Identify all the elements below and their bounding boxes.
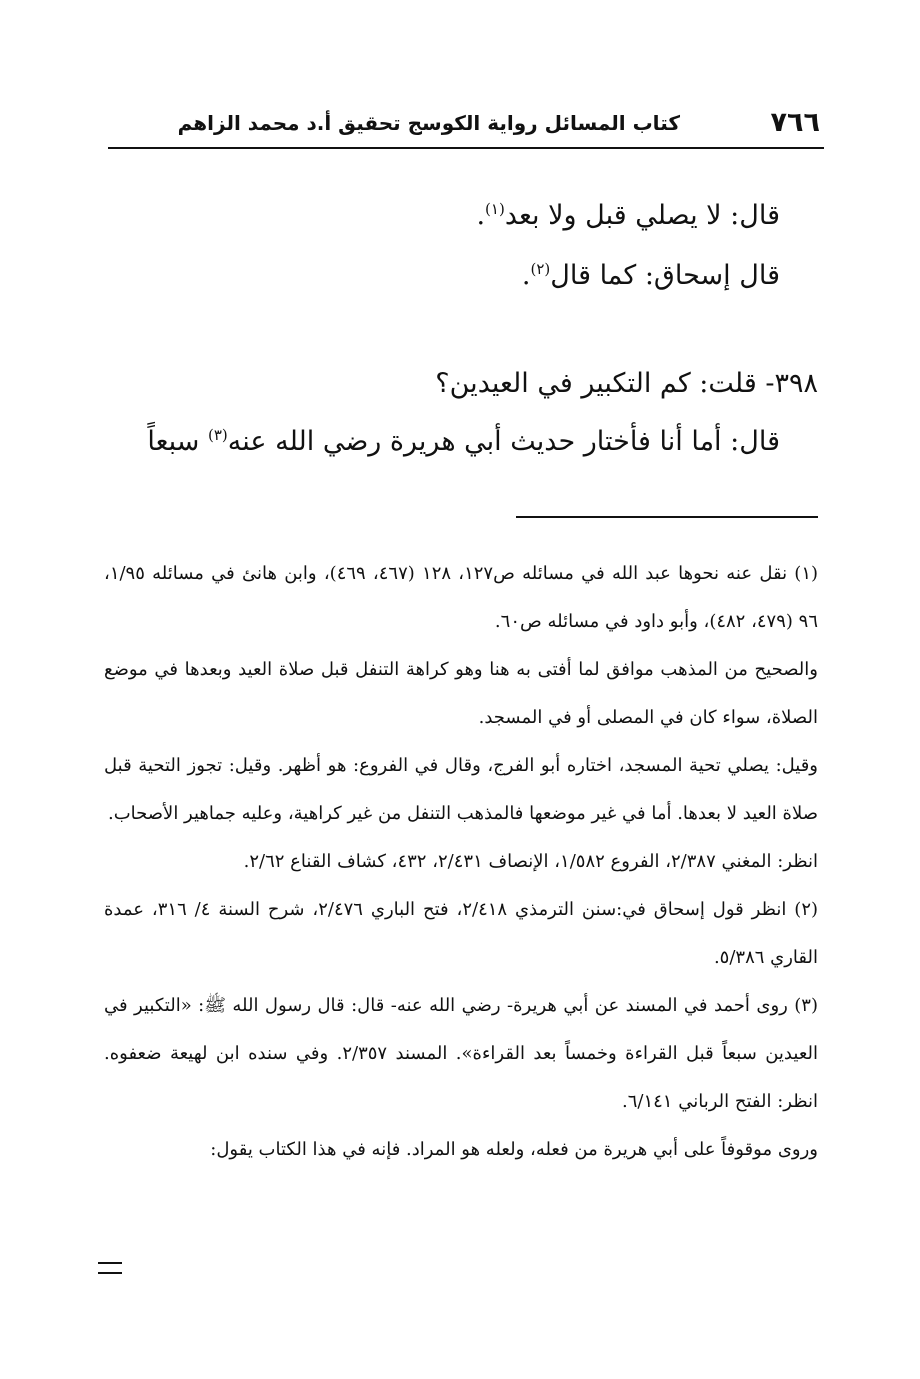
footnote-text: (٢) انظر قول إسحاق في:سنن الترمذي ٢/٤١٨، فتح الباري ٢/٤٧٦، شرح السنة ٤/ ٣١٦، عمدة القاري ٥/٣٨٦. [104,899,819,968]
footnote-text: وروى موقوفاً على أبي هريرة من فعله، ولعله هو المراد. فإنه في هذا الكتاب يقول: [210,1139,818,1160]
footnote-text: (١) نقل عنه نحوها عبد الله في مسائله ص١٢٧، ١٢٨ (٤٦٧، ٤٦٩)، وابن هانئ في مسائله ١/٩٥، ٩٦ (٤٧٩، ٤٨٢)، وأبو داود في مسائله ص٦٠. [104,563,819,632]
main-line-4-end: سبعاً [147,426,208,457]
footnote-text: (٣) روى أحمد في المسند عن أبي هريرة- رضي الله عنه- قال: قال رسول الله ﷺ: «التكبير في العيدين سبعاً قبل القراءة وخمساً بعد القراءة». المسند ٢/٣٥٧. وفي سنده ابن لهيعة ضعفوه. انظر: الفتح الرباني ٦/١٤١. [104,995,818,1112]
footnote-ref-1: (١) [485,200,505,218]
page-header [108,104,824,144]
main-line-4-text: قال: أما أنا فأختار حديث أبي هريرة رضي الله عنه [227,426,780,457]
footnote-ref-2: (٢) [530,260,551,278]
footnote-separator [516,516,818,518]
footnote-1 [104,550,818,646]
running-title: كتاب المسائل رواية الكوسج تحقيق أ.د محمد الزاهم [177,111,680,135]
main-line-2-text: قال إسحاق: كما قال [550,260,780,291]
main-line-1-text: قال: لا يصلي قبل ولا بعد [504,200,780,231]
footnotes [104,550,818,1174]
main-line-2-end: . [521,260,531,291]
page-number: ٧٦٦ [770,107,820,138]
main-line-3 [100,364,818,404]
question-398: ٣٩٨- قلت: كم التكبير في العيدين؟ [435,368,818,399]
footnote-1-refs [104,838,818,886]
main-line-1 [100,196,780,236]
header-rule [108,147,824,149]
continuation-mark [98,1262,122,1274]
footnote-3-cont [104,1126,818,1174]
footnote-text: وقيل: يصلي تحية المسجد، اختاره أبو الفرج، وقال في الفروع: هو أظهر. وقيل: تجوز التحية قبل صلاة العيد لا بعدها. أما في غير موضعها فالمذهب التنفل من غير كراهية، وعليه جماهير الأصحاب. [104,755,818,824]
main-line-2 [100,256,780,296]
footnote-3 [104,982,818,1126]
footnote-1-cont-a [104,646,818,742]
main-line-4 [100,422,780,462]
footnote-2 [104,886,818,982]
footnote-text: انظر: المغني ٢/٣٨٧، الفروع ١/٥٨٢، الإنصاف ٢/٤٣١، ٤٣٢، كشاف القناع ٢/٦٢. [243,851,818,872]
footnote-ref-3: (٣) [208,426,228,444]
footnote-1-cont-b [104,742,818,838]
main-line-1-end: . [476,200,486,231]
footnote-text: والصحيح من المذهب موافق لما أفتى به هنا وهو كراهة التنفل قبل صلاة العيد وبعدها في موضع الصلاة، سواء كان في المصلى أو في المسجد. [104,659,818,728]
